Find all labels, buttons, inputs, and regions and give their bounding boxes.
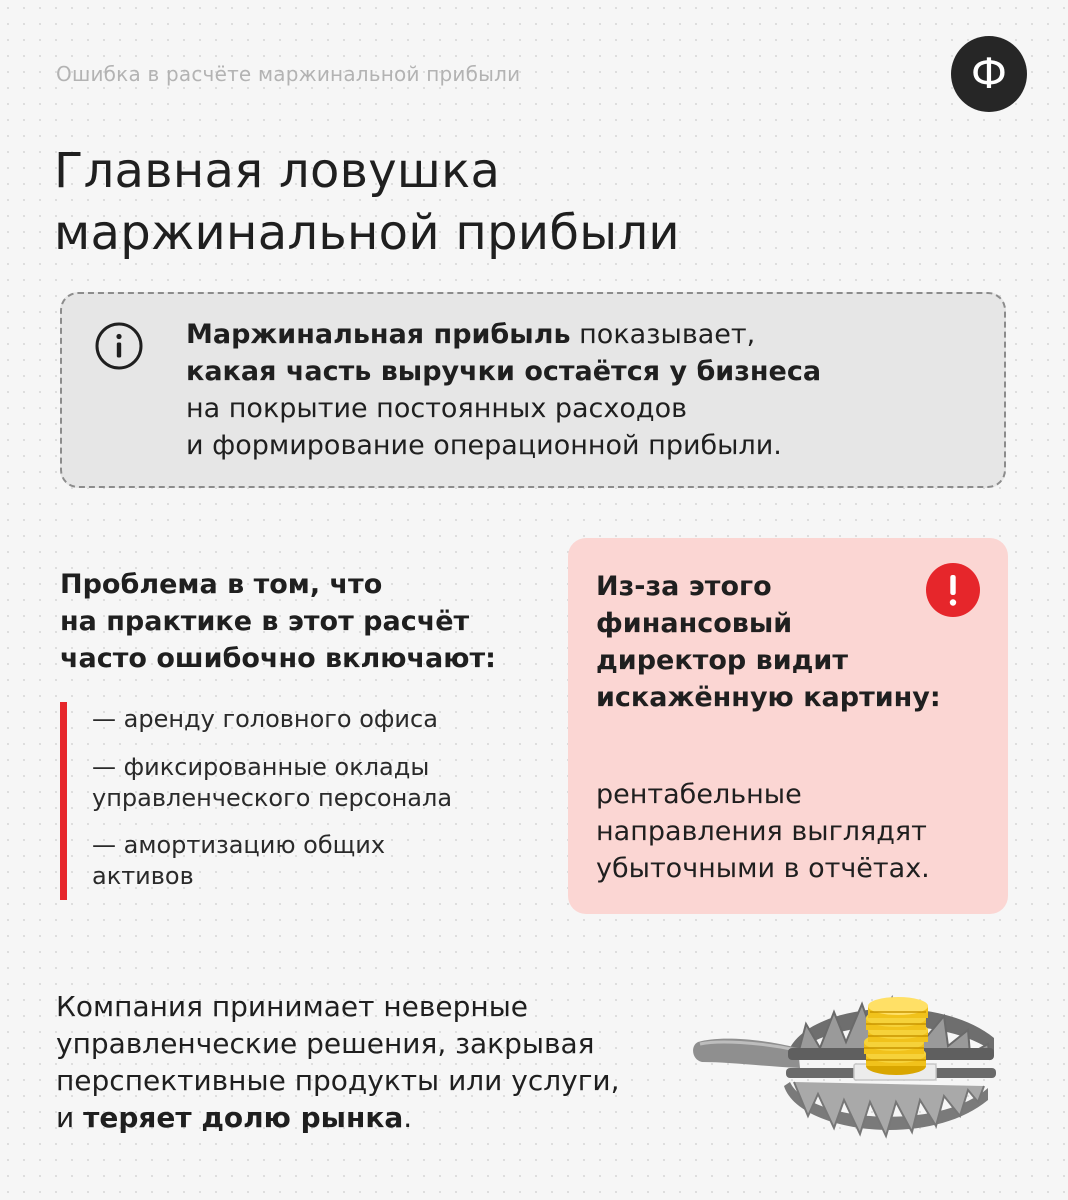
warning-heading-line-1: Из-за этого: [596, 571, 772, 602]
warning-heading-line-4: искажённую картину:: [596, 682, 941, 713]
problem-heading: [60, 566, 496, 677]
conclusion-text: [56, 988, 620, 1136]
list-item: [92, 704, 438, 735]
conclusion-emphasis: теряет долю рынка: [83, 1101, 404, 1134]
list-item-line: управленческого персонала: [92, 784, 453, 812]
warning-text: [596, 776, 930, 887]
warning-text-line-3: убыточными в отчётах.: [596, 853, 930, 884]
page-title-line-1: Главная ловушка: [54, 143, 501, 199]
info-card-line-1-rest: показывает,: [570, 319, 756, 350]
breadcrumb: Ошибка в расчёте маржинальной прибыли: [56, 62, 521, 86]
warning-heading-line-3: директор видит: [596, 645, 848, 676]
info-card-line-3: на покрытие постоянных расходов: [186, 393, 688, 424]
logo-letter: Ф: [970, 49, 1008, 98]
page-title-line-2: маржинальной прибыли: [54, 205, 680, 261]
conclusion-line-4: [56, 1099, 620, 1136]
warning-text-line-1: рентабельные: [596, 779, 802, 810]
conclusion-line-4-prefix: и: [56, 1101, 84, 1134]
problem-heading-line-2: на практике в этот расчёт: [60, 606, 470, 637]
info-card-line-1: [186, 316, 821, 353]
warning-heading: [596, 568, 941, 716]
list-item-line: — фиксированные оклады: [92, 753, 430, 781]
list-item-line: — амортизацию общих: [92, 831, 386, 859]
conclusion-line-2: управленческие решения, закрывая: [56, 1027, 595, 1060]
info-card-line-2: какая часть выручки остаётся у бизнеса: [186, 356, 822, 387]
page-title: [54, 140, 680, 264]
list-item-line: — аренду головного офиса: [92, 705, 438, 733]
info-card-term: Маржинальная прибыль: [186, 319, 571, 350]
conclusion-line-1: Компания принимает неверные: [56, 990, 529, 1023]
info-card-line-4: и формирование операционной прибыли.: [186, 430, 782, 461]
info-circle-icon: [94, 321, 144, 371]
list-item: [92, 830, 385, 892]
conclusion-line-4-suffix: .: [403, 1101, 413, 1134]
problem-heading-line-1: Проблема в том, что: [60, 569, 383, 600]
list-item: [92, 752, 452, 814]
problem-heading-line-3: часто ошибочно включают:: [60, 643, 496, 674]
logo-f-icon: [951, 36, 1027, 112]
problem-list-accent-bar: [60, 702, 67, 900]
info-card-text: [186, 316, 821, 464]
conclusion-line-3: перспективные продукты или услуги,: [56, 1064, 620, 1097]
list-item-line: активов: [92, 862, 194, 890]
bear-trap-with-coins-icon: [688, 982, 1008, 1158]
warning-text-line-2: направления выглядят: [596, 816, 927, 847]
warning-heading-line-2: финансовый: [596, 608, 793, 639]
exclamation-circle-icon: [926, 563, 980, 617]
